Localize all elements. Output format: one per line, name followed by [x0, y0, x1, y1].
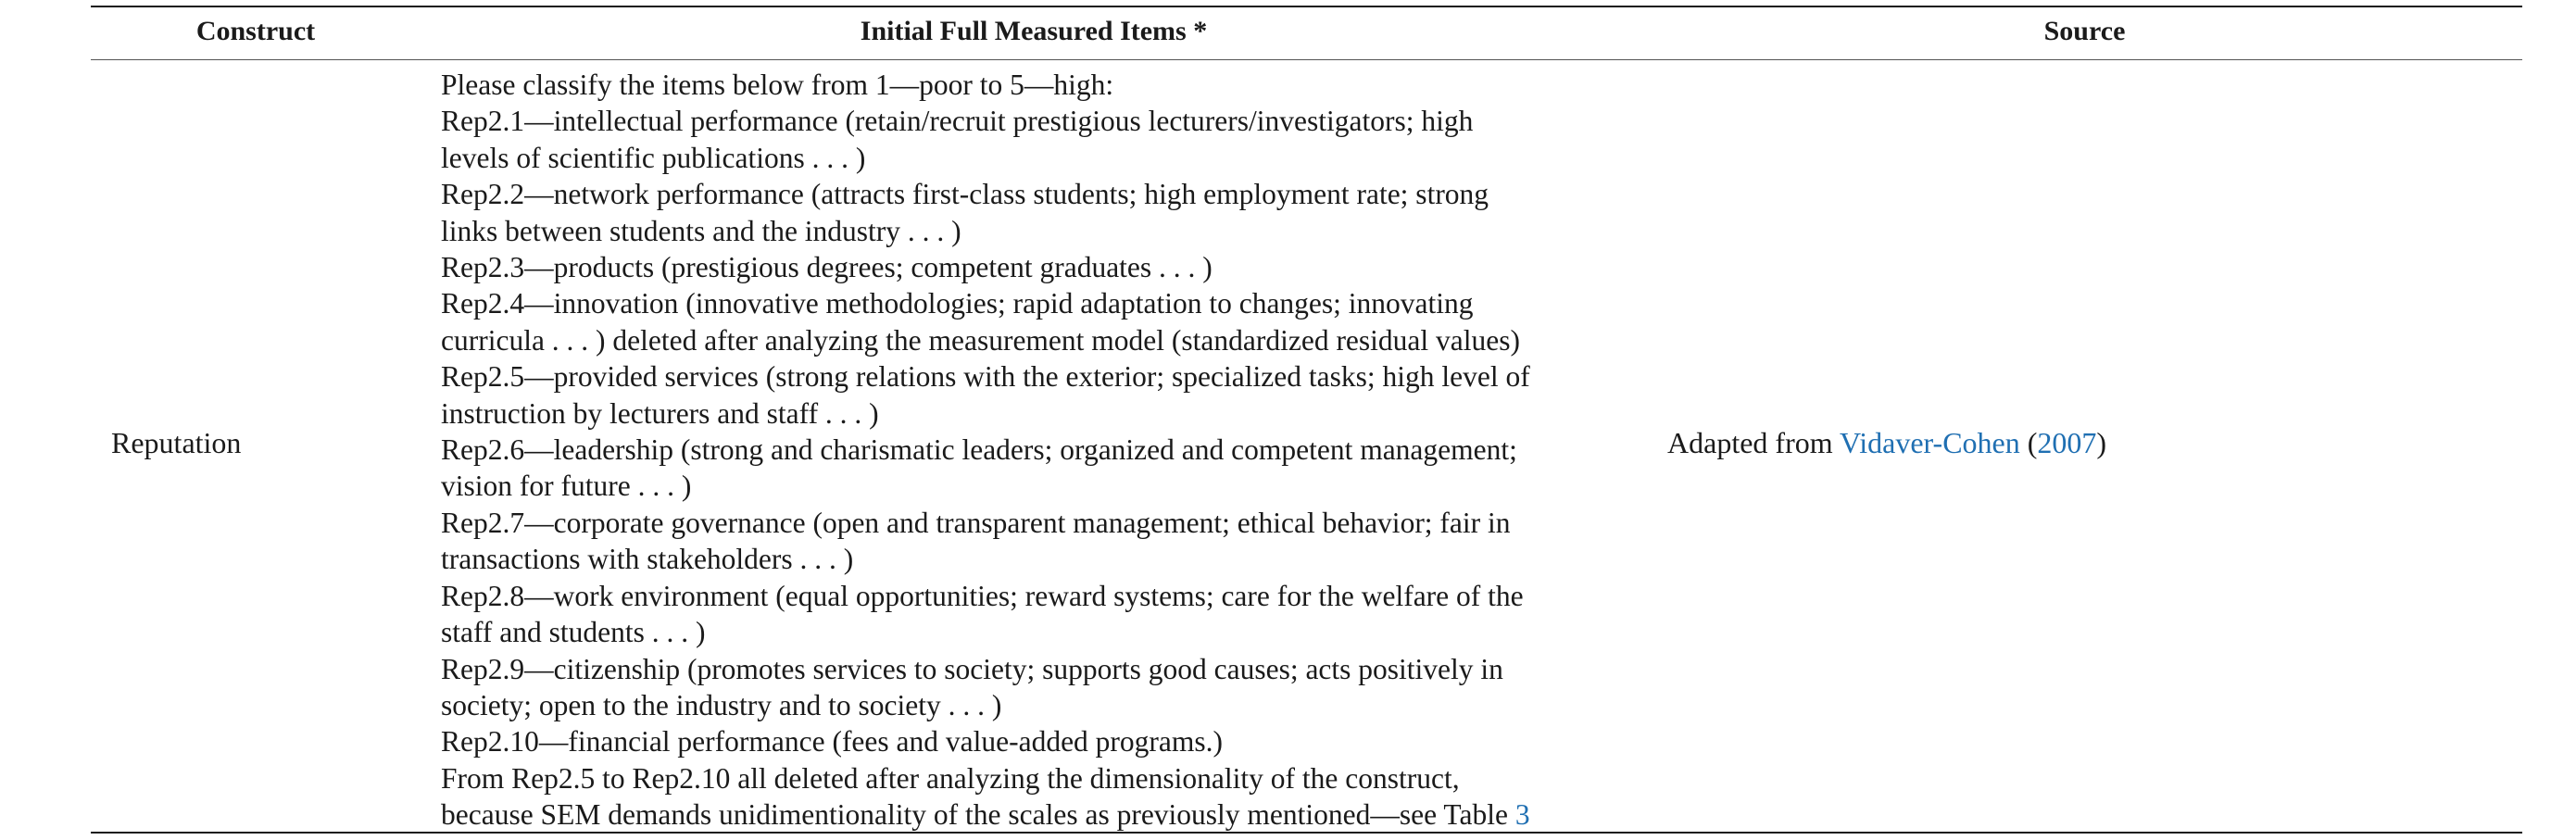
item-line: transactions with stakeholders . . . ) — [441, 543, 854, 576]
item-line: Rep2.4—innovation (innovative methodologies; rapid adaptation to changes; innovating — [441, 287, 1474, 320]
item-line: instruction by lecturers and staff . . . ) — [441, 396, 879, 430]
item-line: Rep2.9—citizenship (promotes services to society; supports good causes; acts positively in — [441, 652, 1503, 685]
item-line: levels of scientific publications . . . ) — [441, 141, 866, 174]
column-header-items: Initial Full Measured Items * — [860, 16, 1208, 46]
item-line: Rep2.6—leadership (strong and charismatic leaders; organized and competent management; — [441, 433, 1517, 467]
item-line: Rep2.2—network performance (attracts first-class students; high employment rate; strong — [441, 178, 1489, 211]
construct-cell: Reputation — [111, 426, 242, 459]
item-line: Rep2.5—provided services (strong relations with the exterior; specialized tasks; high level of — [441, 360, 1530, 394]
items-cell — [441, 67, 1645, 834]
item-line: curricula . . . ) deleted after analyzing the measurement model (standardized residual values) — [441, 323, 1520, 357]
item-line: Rep2.3—products (prestigious degrees; competent graduates . . . ) — [441, 251, 1213, 284]
source-prefix: Adapted from — [1667, 426, 1841, 459]
item-line: vision for future . . . ) — [441, 470, 692, 503]
item-line: Rep2.7—corporate governance (open and transparent management; ethical behavior; fair in — [441, 506, 1511, 539]
item-line: Please classify the items below from 1—poor to 5—high: — [441, 69, 1114, 101]
item-line: From Rep2.5 to Rep2.10 all deleted after analyzing the dimensionality of the construct, — [441, 761, 1460, 795]
table-header-rule — [91, 59, 2522, 60]
table-reference-link[interactable]: 3 — [1514, 798, 1530, 832]
item-line: staff and students . . . ) — [441, 616, 706, 649]
table-bottom-rule — [91, 832, 2522, 834]
item-line-last-text: because SEM demands unidimentionality of the scales as previously mentioned—see Table — [441, 798, 1515, 832]
author-citation-link[interactable]: Vidaver-Cohen — [1840, 426, 2020, 459]
item-line: Rep2.1—intellectual performance (retain/recruit prestigious lecturers/investigators; high — [441, 105, 1474, 138]
item-line: Rep2.8—work environment (equal opportunities; reward systems; care for the welfare of the — [441, 579, 1524, 612]
item-line: Rep2.10—financial performance (fees and value-added programs.) — [441, 725, 1224, 759]
column-header-source: Source — [2043, 16, 2126, 46]
table-top-rule — [91, 6, 2522, 7]
column-header-construct: Construct — [195, 16, 316, 46]
item-line-last — [441, 796, 1645, 833]
source-open-paren: ( — [2019, 426, 2038, 459]
item-line: links between students and the industry . . . ) — [441, 214, 961, 247]
source-close-paren: ) — [2096, 426, 2107, 459]
item-line: society; open to the industry and to society . . . ) — [441, 688, 1002, 721]
source-cell — [1667, 424, 2106, 461]
year-citation-link[interactable]: 2007 — [2037, 426, 2097, 459]
